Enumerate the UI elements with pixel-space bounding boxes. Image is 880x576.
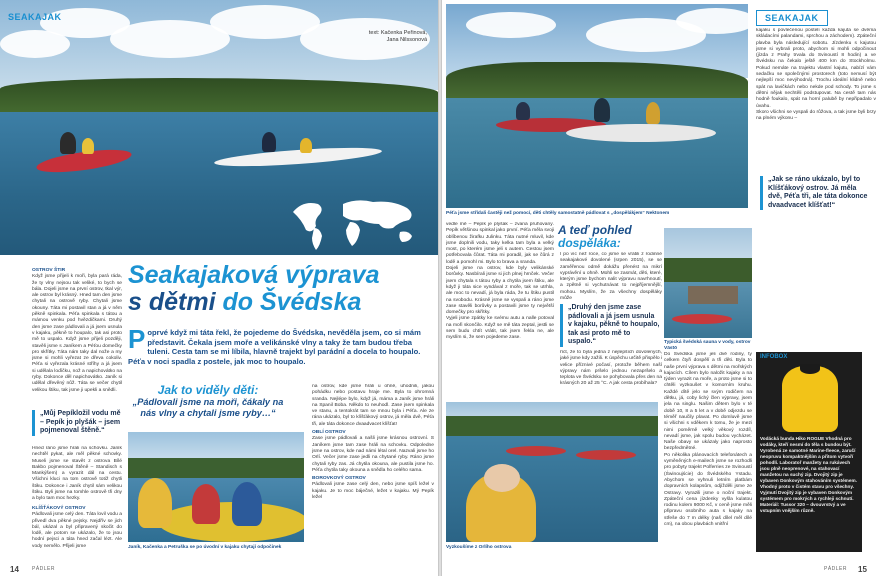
- infobox: [756, 352, 862, 552]
- infobox-text: Vodácká bunda Hiko ROGUE Vhodná pro vodáky, kteří nesmí do těla s bundou být. Vyrobená ze samotné Marine-fleece, zaručí neopruvu kompaktnějším a přitom vytvoří pohodlí. Laboratoř manžety na rukávech jsou plně neoprenové, na stahovací manžetou na suchý zip. Dvojitý zip je vybaven Donkovým stahováním systémem. Vhodný proto v čistém stavu pro všechny. Vyjmutí Dvojitý zip je vybaven Donkovým systémem pro mokrých a rychleji schnutí. Materiál: Tussor 320 – dvouvrstvý a ve vstupním vnějším různě.: [760, 436, 857, 513]
- subheading-adult: A teď pohled dospěláka:: [558, 223, 632, 250]
- pull-quote-2: „Druhý den jsme zase pádlovali a já jsem usnula v kajaku, pěkně to houpalo, tak asi proto mě to uspalo.“: [560, 304, 660, 347]
- text-column-3: vedle mě – Pepík je plyšák – zvaná pruhovaný. Pepík většinou spinkal jako první. Péťa měla svoji oblíbenou žirafku Julinku. Táta nutné mluvil, kde jsme doplnili vodu, taky kelka tam byla a velký most, po kterém jsme jeli s autem. Cestou jsem potřebovala čůrat. Táta mi poradil, jak se čůrá z lodě a pomohl mi. Bylo to brava a sranda. Dojeli jsme na ostrov, kde byly velikánské borůvky. Nasbírali jsme si jich plnej hrnček. Večer jsem chytala s tátou ryby a chytila jsem štiku, ale když ji táta sice vyndával z moře, tak se utrhla, ale moc to nevadí, já byla ráda, že tu štiku pustil na svobodu. Krásně jsme se vyspali a ráno jsme zase stavěli borůvky a postavili jsme ty největší domečky pro skřítky. Vyjeli jsme zpátky ke svému autu a nalle potoval na moři skončilo. Když se mě táta zeptal, jestli se sem budu chtít vrátit, tak jsem řekla ne, ale myslím si, že sem pojedeme zase.: [446, 222, 554, 341]
- right-page: [442, 0, 880, 576]
- left-page: [0, 0, 438, 576]
- text-column-6: Do Švédska jsme jeli dvě rodiny, ty celkem čtyři dospělí a tři děti. Byla to naše první výprava s dětmi na mořských kajacích. Cílem bylo naložit kajaky a na týden vyrazit na moře, a proto jsme si to chtěli vyzkoušet v komorním kruhu. Každé dítě jelo se svým rodičem na dětku, já, coby lichý člen výpravy, jsem jela na singlu. Našim dětem bylo v té době 10, 8 a 5 let a v době odjezdu se téměř naučily plavat. Po domluvě jsme si všichni s vděkem k tomu, že je mezi nimi poměrně velký věkový rozdíl, nevadí jsme, jak spolu budou vycházet. Naše obavy se ukázaly jako naprosto bezpředmětné. Po několika plánovacích telefonátech a vyměněných e-mailech jsme se rozhodli pro pobyty trajekt Polferries ze Svinoustí (Świnoujście) do Švédského Ystadu. Abychom se vyhnuli letním platbám dopravních kolapsům, odjížděli jsme ze Ostravy. Vyrazili jsme o noční trajekt. Zpáteční cena jízdenky vyšla kulatou rodinu kolem 9000 Kč, v ceně jsme měli připravu osobního auta s kajaky na střeše do 7 m délky (naš dílel měl dílé cm), na obou plavbách vnitřní: [664, 352, 752, 528]
- text-column-1c: KLÍŠŤÁKOVÝ OSTROV Pádlovali jsme celý den. Táta lovil vodu a přivedl dva pěkné pejsky. Nejdřív se jich bál, ukázal a byl připravený skočit do lodě, ale potom se ukázalo, že to jsou hodní pejsci a táta hned začal lézt. Ale vody nemělo. Přijeli jsme: [32, 506, 122, 549]
- text-column-1b: Hned ráno jsme hrali na schovku. Janík nechtěl pykat, ale měl pěkné schovky. Museli jsme se stavět z ostrova Bílé Bakbo pojmenoval Štěně – Standisch s Mankýšem) a vyrazit dál na cestu. Všichni kluci na tom ostrově totiž chytli štiku. Dokonce i Janík chytil sám velikou štiku. Byli jsme na tomhle ostrově tři dny a bylo tam moc hezky.: [32, 446, 122, 502]
- text-column-5: kajaku s povlečenou postelí každá kajuta se dvěma skládacími palandami, sprchou a záchodem). Zpáteční plavba byla následující sobotu. Jízdenku s kajutou jsme si vybrali proto, abychom si mohli odpočinout (jízda z Prahy trvala do Svinoustí 8 hodin) a ve Švédsku na čekalo ještě 400 km do Stockholmu. Pokud nemáte na trajektu vlastní kajutu, nabízí vám sedačku se společnými prostorech (toto nemusí být nejlepší moc nevýhodná). Trochu ideální klidně nebo spát na lavičkách nebo nekde pod schody. To jsme s dětmi nějak nechtěli podstupovat. Na cestě tam nás hodně foukalo, spát na horní palubě by nepřipadalo v úvahu. Skoro všichni se vyspali do růžova, a tak jsme byli brzy na plném výkonu –: [756, 28, 876, 122]
- magazine-name: PÁDLER: [32, 566, 56, 572]
- photo-kids-kayak: [128, 432, 304, 542]
- article-title: Seakajaková výprava s dětmi do Švédska: [128, 261, 380, 316]
- page-number: 14: [10, 565, 19, 574]
- section-tag: SEAKAJAK: [756, 10, 828, 26]
- text-column-2: na ostrov, kde jsme hráli u ohně, uhodnili, jakou pohádku nebo postavu hraje me. Byla to ohromná sranda. Nejlépe bylo, když já, máma a Janík jsme hráli na Spanil Boba. Někdo to neuhodl. Zase jsem spinkala ve stanu, a tentokrát tam se mnou byla i Péťa. Ale ze rána ukázalo, byl to klíšťákový ostrov, já měla dvě, Péťa tři, ale táta dokonce dvaadvacet klíšťat! OBLÍ OSTROV Zase jsme pádlovali a našli jsme krásnou ostrovní. S Janíkem jsme tam zase hráli na schovku. Odpoledne jsme na ostrov, kde nad námi létal orel. Nazvali jsme ho Orlí. Večer jsme zase jedli na chytané ryby. Ráno jsme chytali ryby zas. Já chytila okouna, ale pustila jsme ho. Péťa chytila taky okouna a snědla ho celého sama. BOROVKOVÝ OSTROV Pádlovali jsme zase celý den, nebo jsme spíš ležel v kajaku. Je to moc báječné, ležet v kajaku. Mý Pepík ležel: [312, 384, 434, 501]
- pull-quote-1: „Můj Pepíkložil vodu mě – Pepík jo plyšák – jsem pojmenoval štěně.“: [32, 410, 124, 436]
- jacket-image: [782, 366, 838, 432]
- photo-caption-bottom: Vyzkoušíme z Orlího ostrova: [446, 545, 512, 550]
- lead-paragraph: Poprvé když mi táta řekl, že pojedeme do Švédska, nevěděla jsem, co si mám představit. Čekala jsem moře a velikánské vlny a taky že tam budou třeba tuleni. Cesta tam se mi líbila, hlavně trajekt byl parádní a docela to houpalo. Péťa v noci spadla z postele, jak moc to houpalo.: [128, 324, 421, 366]
- photo-caption-top: Péťa jsme střídali častěji než pomocí, děti chtěly samostatně pádlovat s „dospělákjem“ Nektonem: [446, 211, 670, 216]
- photo-family-paddling: [446, 4, 748, 208]
- magazine-name: PÁDLER: [824, 566, 848, 572]
- text-column-4: I po víc než roce, co jsme se vrátili z rodinné seakajakové dovolené (srpen 2015), se se zaměřenou odmě dokážu přenést na mikrí vyprávění u ohně. Mohli se zasmát, děti, které, kterým jsme bychom nalit výpravu navrhnoutí, a zpětně si vychutnávat to nejpříjemnější, mohou. Myslím, že za všechny dospěláky může: [560, 252, 662, 302]
- jacket-collar: [800, 364, 820, 374]
- text-column-4b: říct, že to byla jedna z nejlepších dovolených, jaké jsme kdy zažili. K úspěchu určitě přispělo i velice příznivé počasí, protože během naší výpravy nám pršelo jednou nezapršelo a teplota ve Švédsku se pohybovala přes den na krásných 20 až 25 °C. A jak cesta probíhala?: [560, 350, 662, 387]
- text-column-1: OSTROV ŠTIR Když jsme přijeli k moři, byla pará ráda, že ty vlny nejsou tak veliké, to bych se bála. Dojeli jsme na první ostrov, tkal výr, ale ostrov byl krásný. Hned tam den jsme chytali na ostrově ryby. Chytali jsme okouny. Táta mi postavil stan a já v něm pěkně spinkala. Péťa spinkala s tátou a mámou venku pod hvězdičkami. Druhý den jsme zase pádlovali a já jsem usnula v kajaku, pěkně to houpalo, tak asi proto mě to uspalo. Když jsme přijeli později, stavěli jsme s Janíkem a Péťou domečky pro skřítky. Táta nám taky dal nože a my jsme si mohli vyřezat ze dřeva cokoliv. Péťa si vyřezala krásné stříhy a já jsem si udělala loďičku, nož a napichovátko na ryby. Dokonce děl napichovátko. Janík si udělal dřevěný nůž. Táta se večer chytil velikou štiku, tak jsme ji upekli a snědli.: [32, 268, 122, 393]
- author-credit: text: Kačenka Peřinová, Jana Nilssonová: [368, 30, 427, 43]
- photo-caption-sauna: Typická švédská sauna v vody, ostrov Västö: [664, 340, 751, 351]
- drop-cap: P: [128, 324, 146, 354]
- pull-quote-3: „Jak se ráno ukázalo, byl to Klíšťákový ostrov. Já měla dvě, Péťa tři, ale táta dokonce dvaadvacet klíšťat!“: [760, 176, 872, 210]
- page-number: 15: [858, 565, 867, 574]
- photo-kids-eagle-island: [446, 402, 658, 542]
- section-tag: SEAKAJAK: [8, 12, 62, 22]
- world-map-graphic: [288, 192, 428, 252]
- infobox-tag: INFOBOX: [760, 354, 788, 360]
- photo-sauna: [664, 228, 752, 338]
- photo-caption: Janík, Kačenka a Petruška se po úvodní v kajaku chytají odpočinek: [128, 545, 282, 550]
- subheading-kids: Jak to viděly děti: „Pádlovali jsme na moři, čákaly na nás vlny a chytali jsme ryby…“: [132, 383, 284, 418]
